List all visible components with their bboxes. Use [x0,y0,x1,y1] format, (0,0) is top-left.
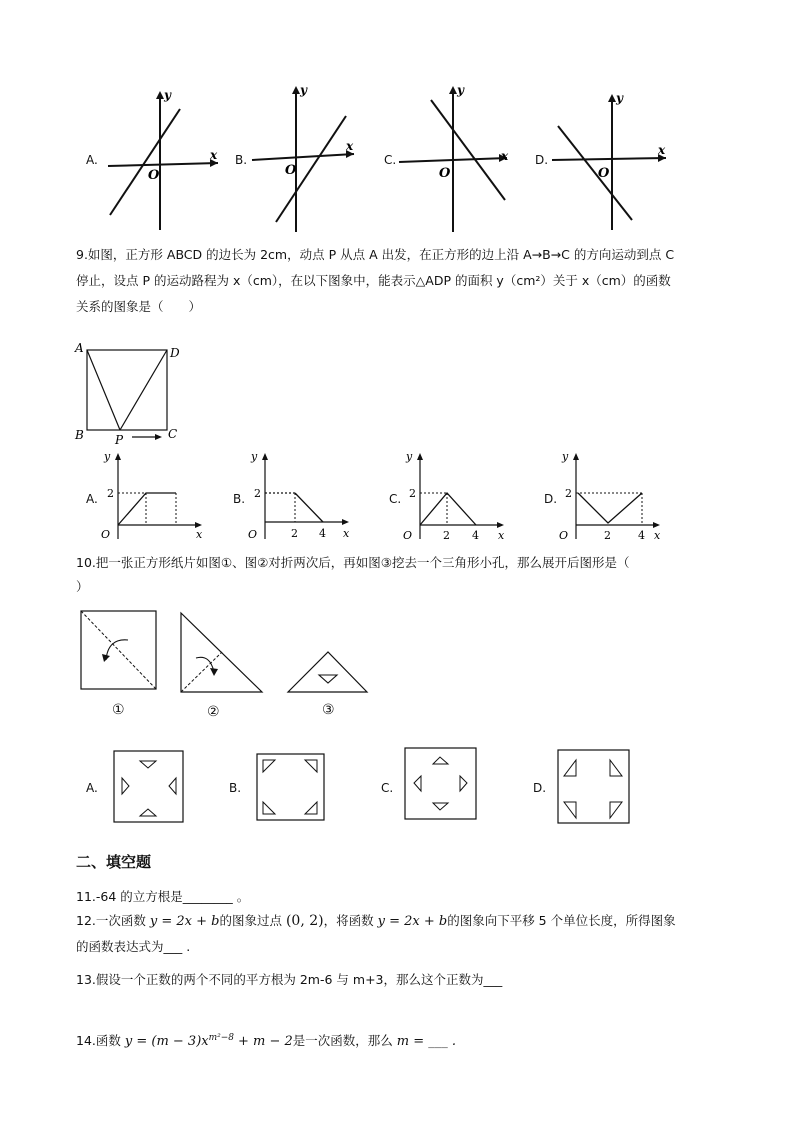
q9-graph-c [400,445,512,543]
q9-text-line3: 关系的图象是（ ） [76,299,202,314]
axis-y-label: y [104,450,111,463]
q10-option-d-label: D. [533,781,547,795]
q12-suffix: 的图象向下平移 5 个单位长度，所得图象 [447,913,676,928]
origin-label: O [403,529,413,542]
q9-option-c-label: C. [389,492,402,506]
q9-graph-b [245,445,357,543]
q8-option-a-label: A. [86,153,98,167]
q14-formula-tail: + m − 2 [238,1034,293,1050]
origin-label: O [101,528,111,541]
q10-fig-label-2: ② [207,704,220,720]
q12-mid: 的图象过点 [219,913,282,928]
q12-func: y = 2x + b [149,914,220,929]
axis-x-label: x [343,527,350,540]
section-heading: 二、填空题 [76,853,152,871]
q10-text-line1: 10.把一张正方形纸片如图①、图②对折两次后，再如图③挖去一个三角形小孔，那么展开后图形是（ [76,555,630,570]
q9-square-figure [70,340,190,448]
tick-label: 2 [291,527,298,540]
q10-option-c-figure [403,746,479,822]
q11-text: 11.-64 的立方根是________ 。 [76,889,250,904]
q14-answer: m = ___ . [396,1034,457,1050]
q12-prefix: 12.一次函数 [76,913,146,928]
origin-label: O [148,168,160,183]
q8-graph-d [550,88,670,233]
tick-label: 2 [443,529,450,542]
q14-formula: y = (m − 3)x [124,1034,209,1050]
q10-fold-figure-2 [178,610,268,696]
q10-fig-label-1: ① [112,702,125,718]
q9-text-line2: 停止，设点 P 的运动路程为 x（cm），在以下图象中，能表示△ADP 的面积 y（cm²）关于 x（cm）的函数 [76,273,671,288]
q9-graph-a [98,445,208,543]
q8-graph-b [248,80,373,235]
origin-label: O [248,528,258,541]
axis-y-label: y [251,450,258,463]
q8-option-b-label: B. [235,153,248,167]
tick-label: 2 [409,487,416,500]
axis-x-label: x [658,143,666,157]
axis-x-label: x [346,139,354,153]
vertex-a-label: A [75,341,84,355]
q14-mid: 是一次函数，那么 [292,1033,393,1049]
point-p-label: P [115,433,124,447]
q8-graph-a [100,85,225,235]
axis-x-label: x [654,529,661,542]
tick-label: 2 [254,487,261,500]
tick-label: 2 [565,487,572,500]
q9-option-d-label: D. [544,492,558,506]
q10-option-d-figure [556,748,632,826]
q9-text-line1: 9.如图，正方形 ABCD 的边长为 2cm，动点 P 从点 A 出发，在正方形的边上沿 A→B→C 的方向运动到点 C [76,247,675,262]
q14-prefix: 14.函数 [76,1033,121,1049]
vertex-b-label: B [75,428,84,442]
origin-label: O [285,163,297,178]
axis-y-label: y [164,88,171,102]
axis-y-label: y [562,450,569,463]
q12-mid2: ，将函数 [323,913,374,928]
tick-label: 4 [638,529,645,542]
tick-label: 4 [319,527,326,540]
q13-text: 13.假设一个正数的两个不同的平方根为 2m-6 与 m+3，那么这个正数为___ [76,972,503,987]
q10-text-line2: ） [76,579,89,594]
q9-graph-d [556,445,668,543]
vertex-c-label: C [168,427,178,441]
q8-graph-c [397,80,517,235]
q12-point: (0, 2) [285,913,324,929]
q8-option-d-label: D. [535,153,549,167]
q12-line1 [76,908,676,935]
q10-option-b-figure [255,752,327,822]
axis-x-label: x [498,529,505,542]
q14-text [76,1025,456,1055]
q10-option-b-label: B. [229,781,242,795]
tick-label: 4 [472,529,479,542]
q8-option-c-label: C. [384,153,397,167]
q10-fold-figure-1 [78,608,162,694]
q9-option-a-label: A. [86,492,98,506]
q12-func2: y = 2x + b [377,914,448,929]
q10-fig-label-3: ③ [322,702,335,718]
q9-option-b-label: B. [233,492,246,506]
vertex-d-label: D [170,346,180,360]
origin-label: O [598,166,610,181]
axis-x-label: x [501,149,509,163]
axis-x-label: x [210,148,218,162]
origin-label: O [559,529,569,542]
q12-line2: 的函数表达式为___ . [76,939,191,954]
axis-y-label: y [616,91,623,105]
axis-x-label: x [196,528,203,541]
axis-y-label: y [300,83,307,97]
q10-option-c-label: C. [381,781,394,795]
q10-option-a-figure [112,749,186,825]
tick-label: 2 [107,487,114,500]
q10-fold-figure-3 [285,648,371,696]
tick-label: 2 [604,529,611,542]
q14-exponent: m²−8 [208,1033,235,1043]
origin-label: O [439,166,451,181]
q10-option-a-label: A. [86,781,98,795]
axis-y-label: y [406,450,413,463]
axis-y-label: y [457,83,464,97]
